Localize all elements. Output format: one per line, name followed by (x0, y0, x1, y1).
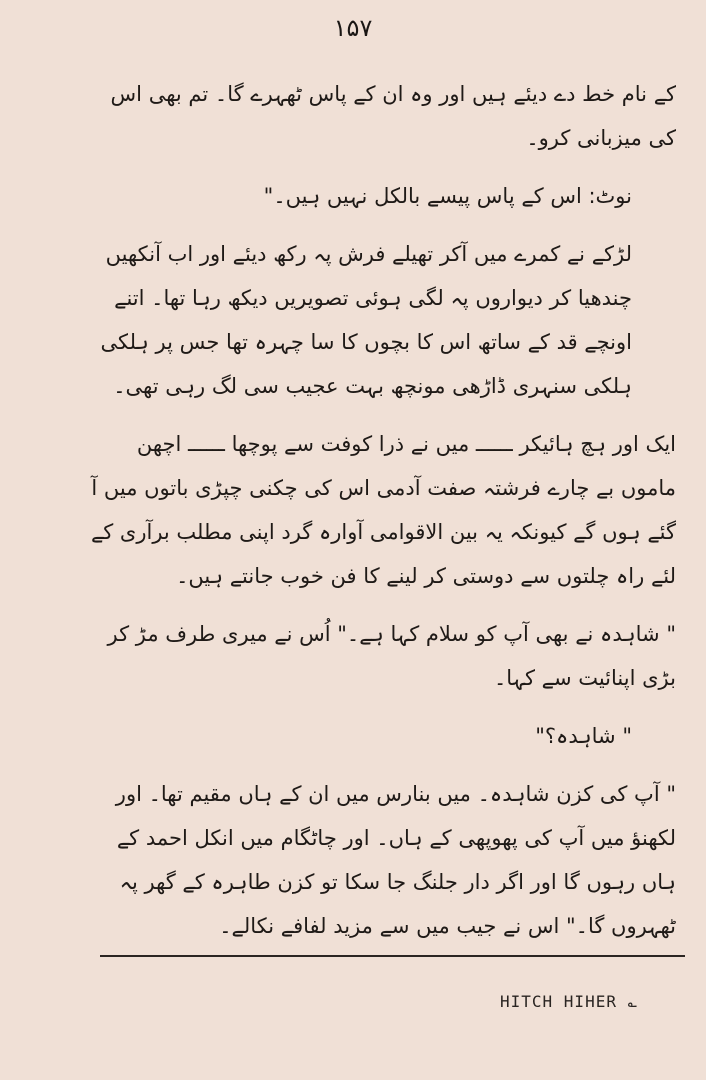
footnote-text: HITCH HIHER ؎ (500, 992, 637, 1011)
paragraph-3: لڑکے نے کمرے میں آکر تھیلے فرش پہ رکھ دیئے اور اب آنکھیں چندھیا کر دیواروں پہ لگی ہوئی تصویریں دیکھ رہا تھا۔ اتنے اونچے قد کے ساتھ اس کا بچوں کا سا چہرہ تھا جس پر ہلکی ہلکی سنہری ڈاڑھی مونچھ بہت عجیب سی لگ رہی تھی۔ (100, 242, 632, 398)
paragraph-5: " شاہدہ نے بھی آپ کو سلام کہا ہے۔" اُس نے میری طرف مڑ کر بڑی اپنائیت سے کہا۔ (107, 622, 676, 690)
paragraph-4: ایک اور ہچ ہائیکر ــــــ میں نے ذرا کوفت سے پوچھا ــــــ اچھن ماموں بے چارے فرشتہ صفت آدمی اس کی چکنی چپڑی باتوں میں آ گئے ہوں گے کیونکہ یہ بین الاقوامی آوارہ گرد اپنی مطلب برآری کے لئے راہ چلتوں سے دوستی کر لینے کا فن خوب جانتے ہیں۔ (90, 432, 676, 588)
footnote-divider (100, 955, 685, 957)
paragraph-1: کے نام خط دے دیئے ہیں اور وہ ان کے پاس ٹھہرے گا۔ تم بھی اس کی میزبانی کرو۔ (110, 82, 676, 150)
page-body-text (84, 72, 676, 962)
paragraph-7: " آپ کی کزن شاہدہ۔ میں بنارس میں ان کے ہاں مقیم تھا۔ اور لکھنؤ میں آپ کی پھوپھی کے ہاں۔ اور چاٹگام میں انکل احمد کے ہاں رہوں گا اور اگر دار جلنگ جا سکا تو کزن طاہرہ کے گھر پہ ٹھہروں گا۔" اس نے جیب میں سے مزید لفافے نکالے۔ (115, 782, 676, 938)
paragraph-2: نوٹ: اس کے پاس پیسے بالکل نہیں ہیں۔" (263, 184, 632, 208)
page-number: ۱۵۷ (333, 14, 373, 42)
paragraph-6: " شاہدہ؟" (535, 724, 632, 748)
